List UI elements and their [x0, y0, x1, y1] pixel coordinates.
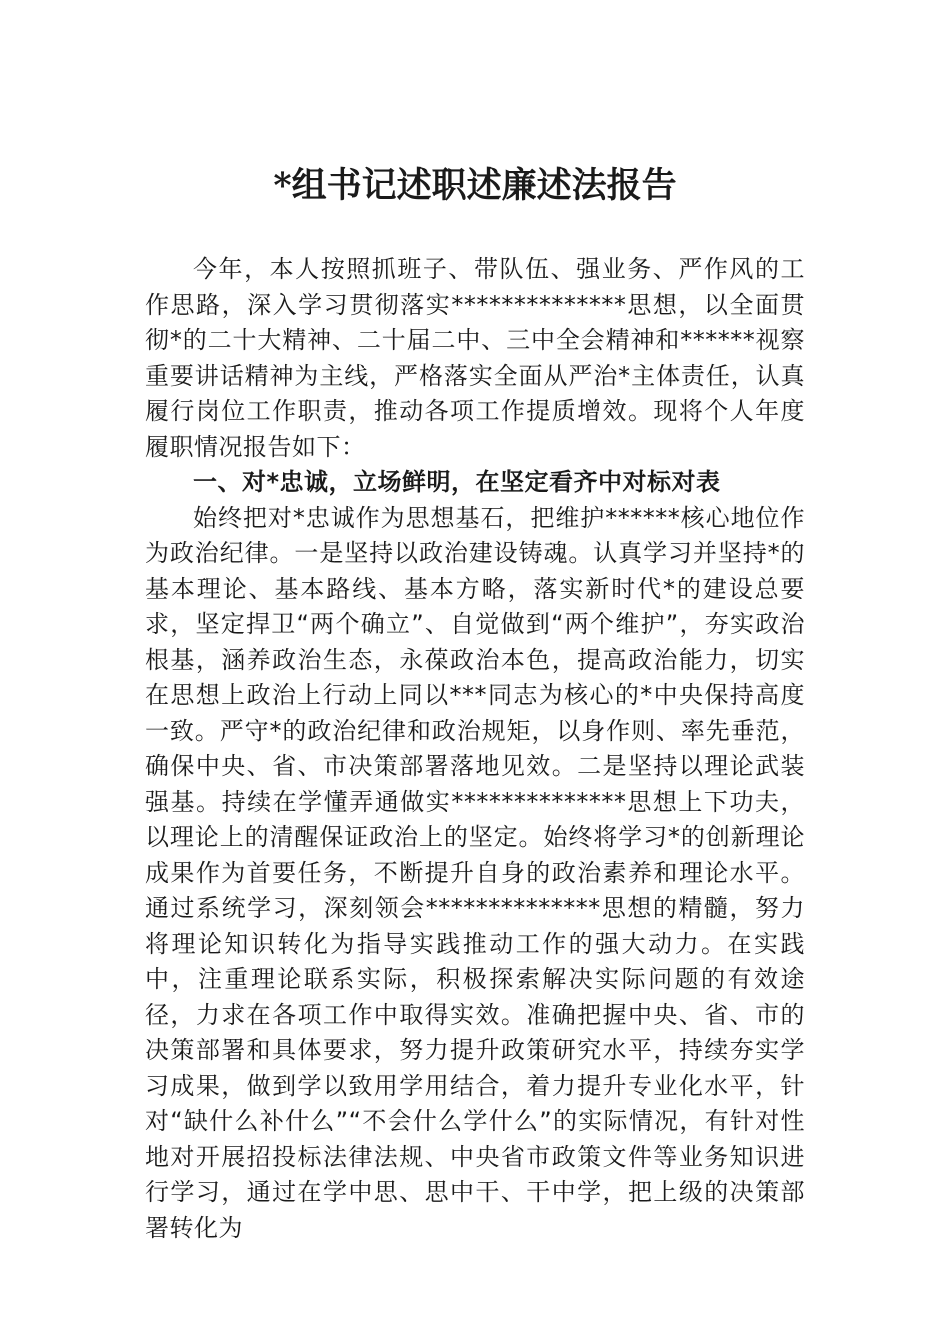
document-title: *组书记述职述廉述法报告: [273, 165, 677, 206]
document-body: [145, 252, 805, 1246]
section-heading: 一、对*忠诚，立场鲜明，在坚定看齐中对标对表: [193, 468, 721, 496]
intro-paragraph: 今年，本人按照抓班子、带队伍、强业务、严作风的工作思路，深入学习贯彻落实**************思想，以全面贯彻*的二十大精神、二十届二中、三中全会精神和******视察重要讲话精神为主线，严格落实全面从严治*主体责任，认真履行岗位工作职责，推动各项工作提质增效。现将个人年度履职情况报告如下：: [145, 255, 805, 461]
section-paragraph: 始终把对*忠诚作为思想基石，把维护******核心地位作为政治纪律。一是坚持以政治建设铸魂。认真学习并坚持*的基本理论、基本路线、基本方略，落实新时代*的建设总要求，坚定捍卫“两个确立”、自觉做到“两个维护”，夯实政治根基，涵养政治生态，永葆政治本色，提高政治能力，切实在思想上政治上行动上同以***同志为核心的*中央保持高度一致。严守*的政治纪律和政治规矩，以身作则、率先垂范，确保中央、省、市决策部署落地见效。二是坚持以理论武装强基。持续在学懂弄通做实**************思想上下功夫，以理论上的清醒保证政治上的坚定。始终将学习*的创新理论成果作为首要任务，不断提升自身的政治素养和理论水平。通过系统学习，深刻领会**************思想的精髓，努力将理论知识转化为指导实践推动工作的强大动力。在实践中，注重理论联系实际，积极探索解决实际问题的有效途径，力求在各项工作中取得实效。准确把握中央、省、市的决策部署和具体要求，努力提升政策研究水平，持续夯实学习成果，做到学以致用学用结合，着力提升专业化水平，针对“缺什么补什么”“不会什么学什么”的实际情况，有针对性地对开展招投标法律法规、中央省市政策文件等业务知识进行学习，通过在学中思、思中干、干中学，把上级的决策部署转化为: [145, 503, 805, 1242]
